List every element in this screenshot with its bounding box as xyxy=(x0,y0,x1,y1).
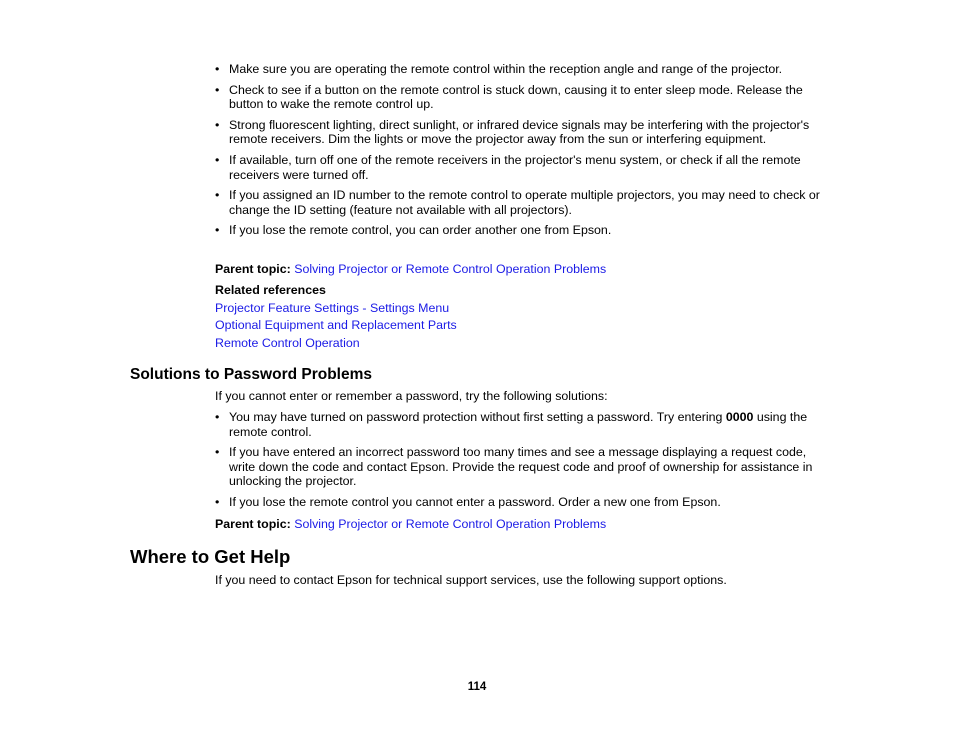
parent-topic-label: Parent topic: xyxy=(215,262,291,276)
list-item: • Check to see if a button on the remote control is stuck down, causing it to enter sleep mode. Release the button to wake the remote control up. xyxy=(215,83,825,112)
list-item: • If you have entered an incorrect password too many times and see a message displaying a request code, write down the code and contact Epson. Provide the request code and proof of ownership for assistance in unlocking the projector. xyxy=(215,445,825,489)
parent-topic-1 xyxy=(215,262,825,277)
section-heading-password: Solutions to Password Problems xyxy=(130,366,373,383)
related-reference-link[interactable]: Remote Control Operation xyxy=(215,335,360,350)
password-solutions-block xyxy=(215,410,825,510)
list-item: • Make sure you are operating the remote control within the reception angle and range of the projector. xyxy=(215,62,825,77)
help-intro xyxy=(215,573,825,588)
password-intro-text: If you cannot enter or remember a password, try the following solutions: xyxy=(215,389,608,403)
help-intro-text: If you need to contact Epson for technical support services, use the following support options. xyxy=(215,573,727,587)
parent-topic-link[interactable]: Solving Projector or Remote Control Operation Problems xyxy=(294,517,607,531)
list-item: • Strong fluorescent lighting, direct sunlight, or infrared device signals may be interfering with the projector's remote receivers. Dim the lights or move the projector away from the sun or interfering equipment. xyxy=(215,118,825,147)
related-references xyxy=(215,283,825,352)
list-item: • If available, turn off one of the remote receivers in the projector's menu system, or check if all the remote receivers were turned off. xyxy=(215,153,825,182)
list-item: • If you assigned an ID number to the remote control to operate multiple projectors, you may need to check or change the ID setting (feature not available with all projectors). xyxy=(215,188,825,217)
list-item: • If you lose the remote control, you can order another one from Epson. xyxy=(215,223,825,238)
section-heading-help: Where to Get Help xyxy=(130,546,291,567)
password-intro xyxy=(215,389,825,404)
related-reference-link[interactable]: Projector Feature Settings - Settings Menu xyxy=(215,300,450,315)
related-reference-link[interactable]: Optional Equipment and Replacement Parts xyxy=(215,318,457,333)
remote-troubleshooting-list xyxy=(215,62,825,238)
password-solutions-list xyxy=(215,410,825,510)
bullet-text: You may have turned on password protection without first setting a password. Try entering xyxy=(229,410,726,424)
bullet-text: using the remote control. xyxy=(229,410,808,439)
list-item: • If you lose the remote control you cannot enter a password. Order a new one from Epson. xyxy=(215,495,825,510)
page-number: 114 xyxy=(467,681,487,693)
related-references-label: Related references xyxy=(215,283,326,297)
parent-topic-label: Parent topic: xyxy=(215,517,291,531)
parent-topic-2 xyxy=(215,517,825,532)
parent-topic-link[interactable]: Solving Projector or Remote Control Operation Problems xyxy=(294,262,607,276)
default-password: 0000 xyxy=(725,410,754,424)
remote-troubleshooting-block xyxy=(215,62,825,238)
list-item xyxy=(215,410,825,439)
